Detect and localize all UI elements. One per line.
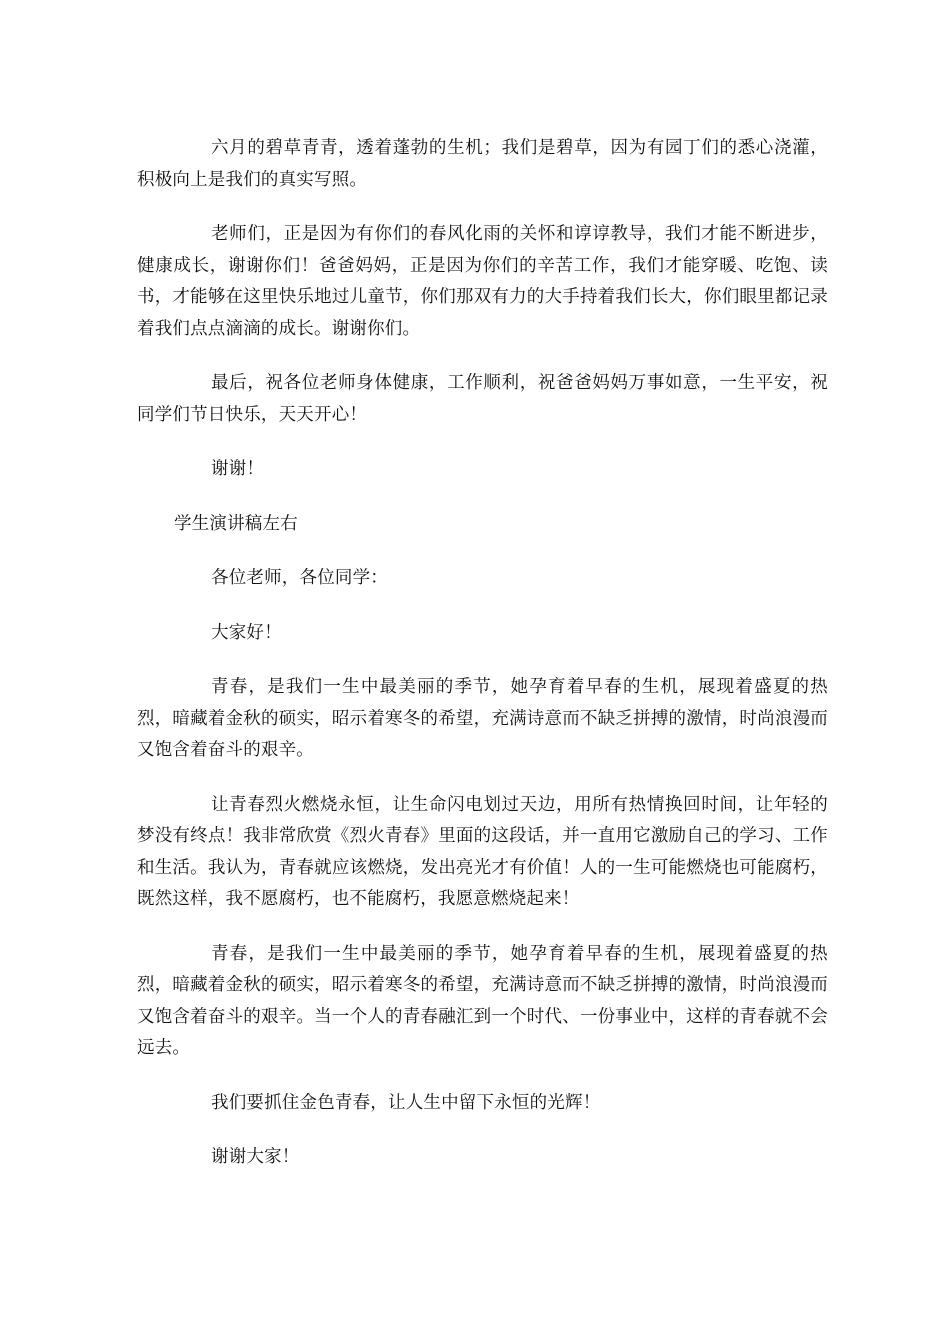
speech-paragraph-youth-era: 青春，是我们一生中最美丽的季节，她孕育着早春的生机，展现着盛夏的热烈，暗藏着金秋的硕实，昭示着寒冬的希望，充满诗意而不缺乏拼搏的激情，时尚浪漫而又饱含着奋斗的艰辛。当一个人的青春融汇到一个时代、一份事业中，这样的青春就不会远去。 <box>137 943 828 1058</box>
paragraph-thanks-teachers-parents: 老师们，正是因为有你们的春风化雨的关怀和谆谆教导，我们才能不断进步，健康成长，谢谢你们！爸爸妈妈，正是因为你们的辛苦工作，我们才能穿暖、吃饱、读书，才能够在这里快乐地过儿童节，你们那双有力的大手持着我们长大，你们眼里都记录着我们点点滴滴的成长。谢谢你们。 <box>137 224 828 339</box>
speech-paragraph-youth: 青春，是我们一生中最美丽的季节，她孕育着早春的生机，展现着盛夏的热烈，暗藏着金秋的硕实，昭示着寒冬的希望，充满诗意而不缺乏拼搏的激情，时尚浪漫而又饱含着奋斗的艰辛。 <box>137 677 828 760</box>
speech-closing: 谢谢大家！ <box>211 1147 300 1167</box>
paragraph-thank-you: 谢谢！ <box>211 459 265 479</box>
paragraph-wishes: 最后，祝各位老师身体健康，工作顺利，祝爸爸妈妈万事如意，一生平安，祝同学们节日快乐，天天开心！ <box>137 373 828 425</box>
speech-salutation: 各位老师，各位同学： <box>211 568 388 588</box>
speech-paragraph-seize: 我们要抓住金色青春，让人生中留下永恒的光辉！ <box>211 1092 601 1113</box>
paragraph-opening: 六月的碧草青青，透着蓬勃的生机；我们是碧草，因为有园丁们的悉心浇灌，积极向上是我们的真实写照。 <box>137 138 828 190</box>
speech-greeting: 大家好！ <box>211 622 282 643</box>
speech-paragraph-burning: 让青春烈火燃烧永恒，让生命闪电划过天边，用所有热情换回时间，让年轻的梦没有终点！我非常欣赏《烈火青春》里面的这段话，并一直用它激励自己的学习、工作和生活。我认为，青春就应该燃烧，发出亮光才有价值！人的一生可能燃烧也可能腐朽，既然这样，我不愿腐朽，也不能腐朽，我愿意燃烧起来！ <box>137 794 828 909</box>
section-title: 学生演讲稿左右 <box>174 513 298 534</box>
